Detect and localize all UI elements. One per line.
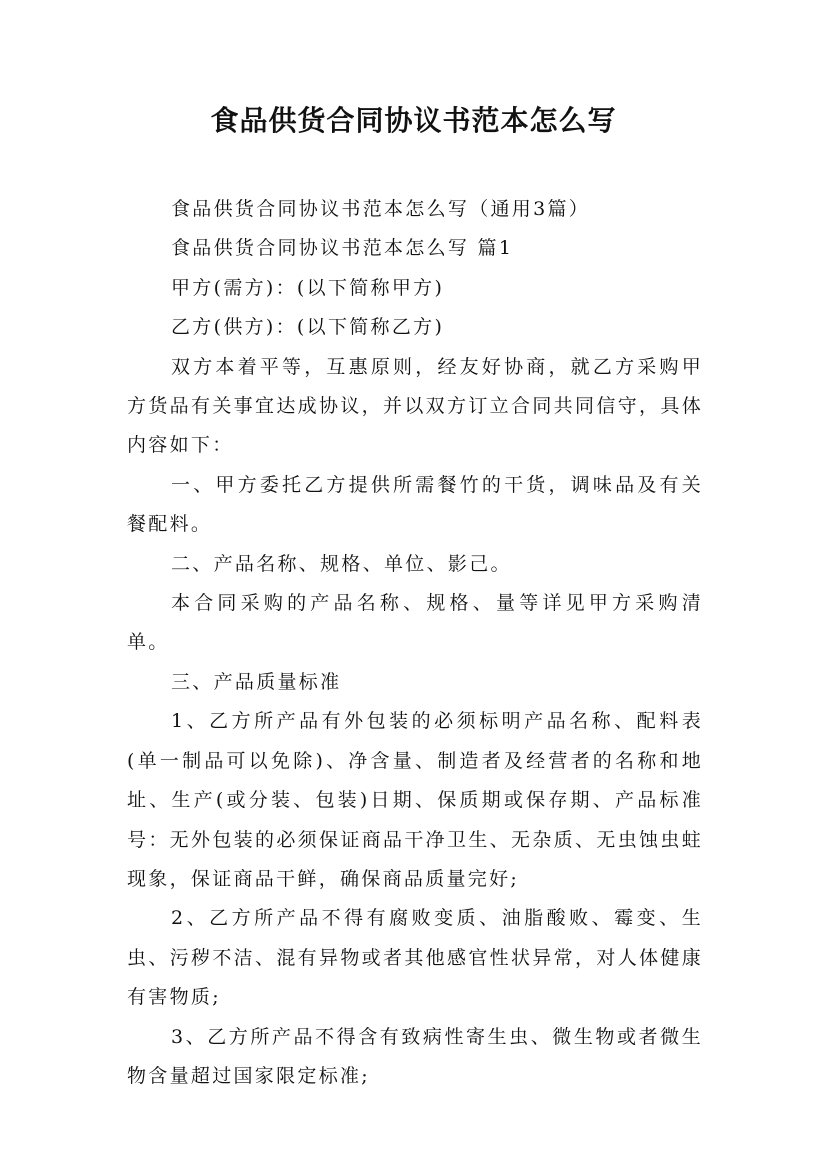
paragraph-party-b: 乙方(供方)：(以下简称乙方) <box>171 316 445 339</box>
paragraph-party-a: 甲方(需方)：(以下简称甲方) <box>171 276 445 299</box>
paragraph-quality-1: 1、乙方所产品有外包装的必须标明产品名称、配料表(单一制品可以免除)、净含量、制造者及经营者的名称和地址、生产(或分装、包装)日期、保质期或保存期、产品标准号：无外包装的必须保证商品干净卫生、无杂质、无虫蚀虫蛀现象，保证商品干鲜，确保商品质量完好; <box>127 710 703 890</box>
paragraph-clause-1: 一、甲方委托乙方提供所需餐竹的干货，调味品及有关餐配料。 <box>127 473 703 536</box>
paragraph-purchase-list: 本合同采购的产品名称、规格、量等详见甲方采购清单。 <box>127 592 703 654</box>
paragraph-preamble: 双方本着平等，互惠原则，经友好协商，就乙方采购甲方货品有关事宜达成协议，并以双方订立合同共同信守，具体内容如下： <box>127 355 703 457</box>
paragraph-subtitle: 食品供货合同协议书范本怎么写（通用3篇） <box>171 198 591 220</box>
document-body <box>127 190 703 1096</box>
paragraph-clause-2: 二、产品名称、规格、单位、影己。 <box>171 552 512 575</box>
paragraph-section-heading: 食品供货合同协议书范本怎么写 篇1 <box>171 237 514 260</box>
document-title: 食品供货合同协议书范本怎么写 <box>210 104 617 137</box>
paragraph-quality-2: 2、乙方所产品不得有腐败变质、油脂酸败、霉变、生虫、污秽不洁、混有异物或者其他感官性状异常，对人体健康有害物质; <box>127 907 703 1009</box>
paragraph-quality-3: 3、乙方所产品不得含有致病性寄生虫、微生物或者微生物含量超过国家限定标准; <box>127 1025 703 1087</box>
paragraph-clause-3: 三、产品质量标准 <box>171 670 342 693</box>
